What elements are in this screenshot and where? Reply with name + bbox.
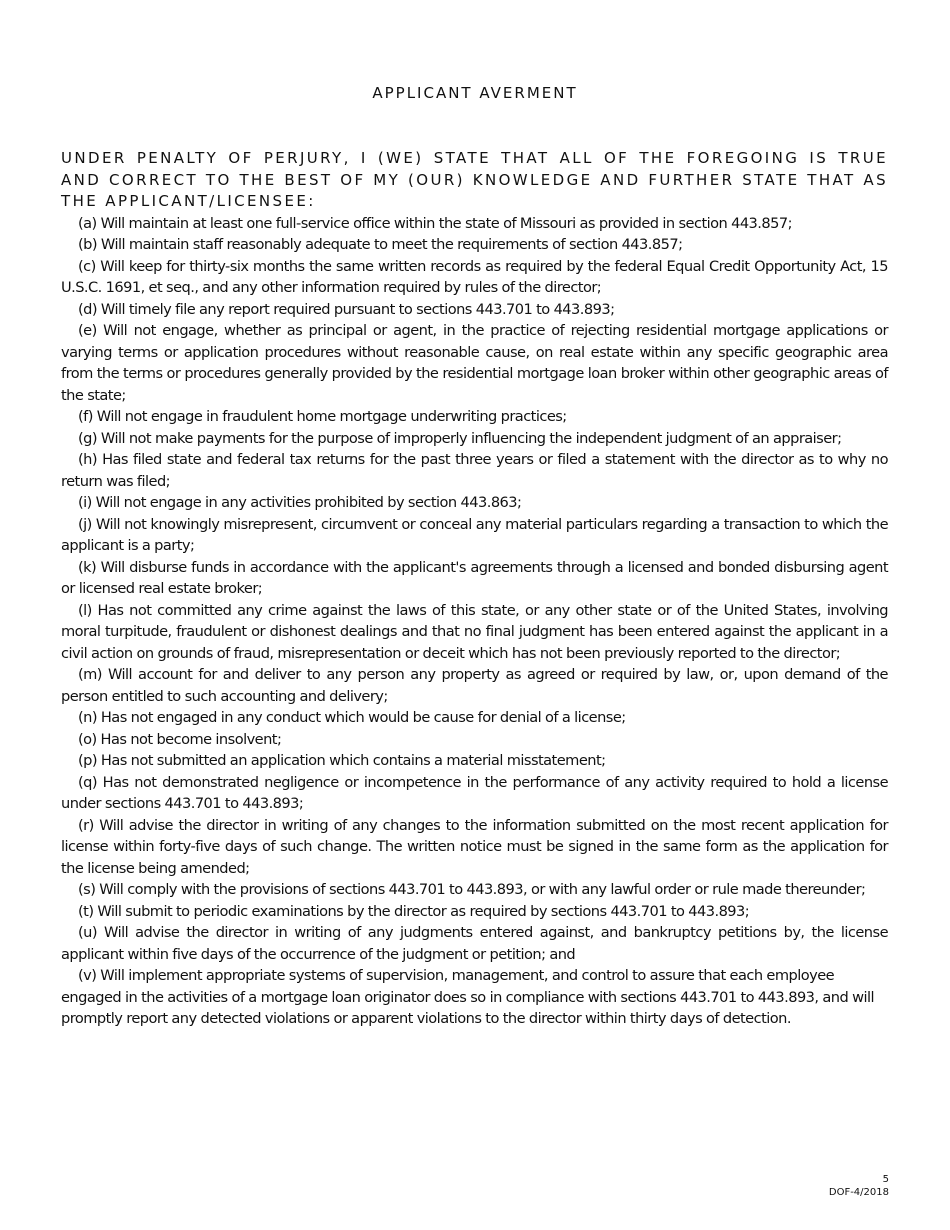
averment-item-b: (b) Will maintain staff reasonably adequate to meet the requirements of section 443.857; (78, 236, 683, 253)
form-identifier: DOF-4/2018 (828, 1187, 889, 1198)
averment-item-u: (u) Will advise the director in writing of any judgments entered against, and bankruptcy petitions by, the license applicant within five days of the occurrence of the judgment or petition; and (61, 924, 888, 963)
averment-item-f: (f) Will not engage in fraudulent home mortgage underwriting practices; (78, 408, 567, 425)
averment-item-c: (c) Will keep for thirty-six months the same written records as required by the federal Equal Credit Opportunity Act, 15 U.S.C. 1691, et seq., and any other information required by rules of the director; (61, 257, 888, 296)
page-title: APPLICANT AVERMENT (372, 84, 578, 102)
averment-item-d: (d) Will timely file any report required pursuant to sections 443.701 to 443.893; (78, 300, 615, 318)
page-number: 5 (882, 1174, 889, 1185)
averment-item-q: (q) Has not demonstrated negligence or incompetence in the performance of any activity required to hold a license under sections 443.701 to 443.893; (61, 773, 888, 812)
averment-item-t: (t) Will submit to periodic examinations by the director as required by sections 443.701 to 443.893; (78, 902, 750, 920)
averment-item-l: (l) Has not committed any crime against the laws of this state, or any other state or of the United States, involving moral turpitude, fraudulent or dishonest dealings and that no final judgment has been entered against the applicant in a civil action on grounds of fraud, misrepresentation or deceit which has not been previously reported to the director; (61, 601, 888, 662)
perjury-statement: UNDER PENALTY OF PERJURY, I (WE) STATE THAT ALL OF THE FOREGOING IS TRUE AND CORRECT TO THE BEST OF MY (OUR) KNOWLEDGE AND FURTHER STATE THAT AS THE APPLICANT/LICENSEE: (61, 149, 888, 210)
averment-item-p: (p) Has not submitted an application which contains a material misstatement; (78, 752, 606, 769)
averment-item-v: (v) Will implement appropriate systems of supervision, management, and control to assure that each employee engaged in the activities of a mortgage loan originator does so in compliance with sections 443.701 to 443.893, and will promptly report any detected violations or apparent violations to the director within thirty days of detection. (61, 967, 874, 1027)
averment-item-g: (g) Will not make payments for the purpose of improperly influencing the independent judgment of an appraiser; (78, 429, 842, 447)
averment-item-m: (m) Will account for and deliver to any person any property as agreed or required by law, or, upon demand of the person entitled to such accounting and delivery; (61, 666, 888, 705)
averment-item-n: (n) Has not engaged in any conduct which would be cause for denial of a license; (78, 709, 626, 726)
page-footer (829, 1173, 889, 1199)
averment-list (61, 213, 888, 1030)
averment-item-k: (k) Will disburse funds in accordance with the applicant's agreements through a licensed and bonded disbursing agent or licensed real estate broker; (61, 558, 888, 597)
averment-item-i: (i) Will not engage in any activities prohibited by section 443.863; (78, 494, 522, 511)
averment-item-h: (h) Has filed state and federal tax returns for the past three years or filed a statement with the director as to why no return was filed; (61, 451, 888, 490)
document-body (61, 148, 888, 1030)
averment-item-e: (e) Will not engage, whether as principal or agent, in the practice of rejecting residential mortgage applications or varying terms or application procedures without reasonable cause, on real estate within any specific geographic area from the terms or procedures generally provided by the residential mortgage loan broker within other geographic areas of the state; (61, 322, 888, 404)
averment-item-j: (j) Will not knowingly misrepresent, circumvent or conceal any material particulars regarding a transaction to which the applicant is a party; (61, 515, 888, 554)
averment-item-o: (o) Has not become insolvent; (78, 730, 282, 748)
averment-item-r: (r) Will advise the director in writing of any changes to the information submitted on the most recent application for license within forty-five days of such change. The written notice must be signed in the same form as the application for the license being amended; (61, 816, 888, 877)
averment-item-s: (s) Will comply with the provisions of sections 443.701 to 443.893, or with any lawful order or rule made thereunder; (78, 881, 866, 898)
averment-item-a: (a) Will maintain at least one full-service office within the state of Missouri as provided in section 443.857; (78, 214, 792, 232)
